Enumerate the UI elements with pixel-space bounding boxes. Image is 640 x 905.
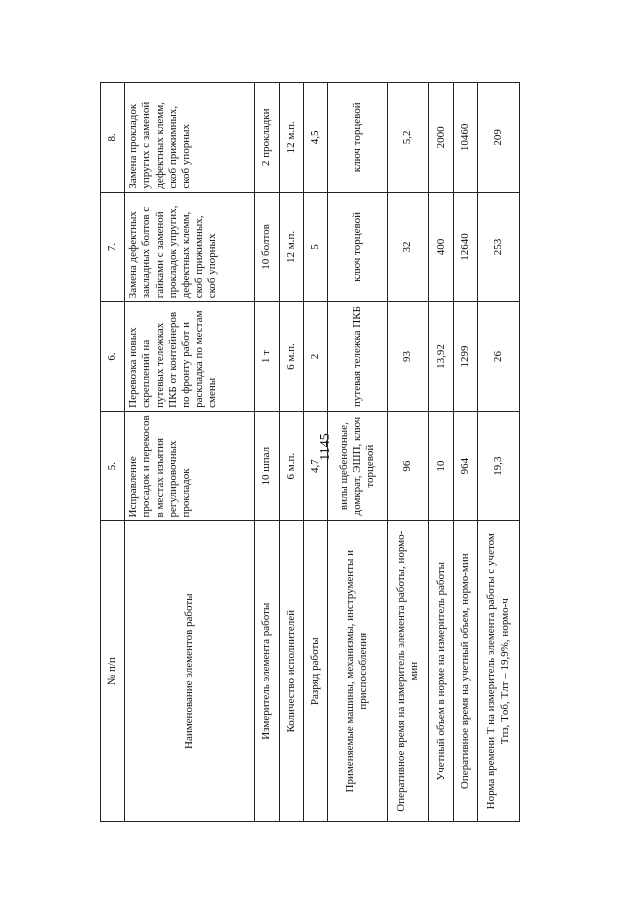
- table-row: [478, 83, 520, 822]
- table-cell: 5,2: [387, 83, 429, 193]
- table-row: [255, 83, 279, 822]
- table-cell: 2: [303, 302, 327, 412]
- page-number: 1145: [318, 433, 333, 461]
- table-cell: 5: [303, 192, 327, 302]
- table-cell: 12 м.п.: [279, 83, 303, 193]
- table-cell: 964: [453, 411, 477, 521]
- table-cell: 6.: [101, 302, 125, 412]
- table-cell: ключ торцевой: [328, 192, 388, 302]
- table-cell: вилы щебеночные, домкрат, ЭШП, ключ торцевой: [328, 411, 388, 521]
- table-cell: 32: [387, 192, 429, 302]
- table-cell: Исправление просадок и перекосов в местах изъятия регулировочных прокладок: [125, 411, 255, 521]
- table-cell: 400: [429, 192, 453, 302]
- table-row: [328, 83, 388, 822]
- table-cell: 19,3: [478, 411, 520, 521]
- table-cell: Перевозка новых скреплений на путевых тележках ПКБ от контейнеров по фронту работ и раскладка по местам смены: [125, 302, 255, 412]
- table-row: [279, 83, 303, 822]
- table-cell: 4,7: [303, 411, 327, 521]
- header-cell: Оперативное время на измеритель элемента работы, нормо-мин: [387, 521, 429, 822]
- table-cell: 13,92: [429, 302, 453, 412]
- table-cell: 2000: [429, 83, 453, 193]
- table-cell: 10 болтов: [255, 192, 279, 302]
- table-cell: 253: [478, 192, 520, 302]
- table-cell: путевая тележка ПКБ: [328, 302, 388, 412]
- header-cell: № п/п: [101, 521, 125, 822]
- table-row: [429, 83, 453, 822]
- table-cell: 2 прокладки: [255, 83, 279, 193]
- table-cell: 6 м.п.: [279, 411, 303, 521]
- table-cell: 12 м.п.: [279, 192, 303, 302]
- rotated-table-container: [100, 82, 520, 822]
- table-cell: 209: [478, 83, 520, 193]
- table-cell: 8.: [101, 83, 125, 193]
- table-row: [101, 83, 125, 822]
- table-cell: 6 м.п.: [279, 302, 303, 412]
- table-cell: 10460: [453, 83, 477, 193]
- header-cell: Оперативное время на учетный объем, нормо-мин: [453, 521, 477, 822]
- table-row: [453, 83, 477, 822]
- header-cell: Учетный объем в норме на измеритель работы: [429, 521, 453, 822]
- table-row: [387, 83, 429, 822]
- header-cell: Наименование элементов работы: [125, 521, 255, 822]
- rotated-table-frame: [100, 82, 520, 822]
- table-row: [303, 83, 327, 822]
- table-cell: Замена прокладок упругих с заменой дефектных клемм, скоб прижимных, скоб упорных: [125, 83, 255, 193]
- work-norms-table: [100, 82, 520, 822]
- table-cell: 1299: [453, 302, 477, 412]
- table-cell: 96: [387, 411, 429, 521]
- table-cell: 4,5: [303, 83, 327, 193]
- table-cell: ключ торцевой: [328, 83, 388, 193]
- header-cell: Измеритель элемента работы: [255, 521, 279, 822]
- table-cell: 1 т: [255, 302, 279, 412]
- table-cell: 7.: [101, 192, 125, 302]
- table-cell: 93: [387, 302, 429, 412]
- header-cell: Разряд работы: [303, 521, 327, 822]
- header-cell: Норма времени T на измеритель элемента работы с учетом Tпз, Tоб, Tлт – 19,9%, нормо-ч: [478, 521, 520, 822]
- table-cell: 12640: [453, 192, 477, 302]
- table-cell: 5.: [101, 411, 125, 521]
- table-cell: 10: [429, 411, 453, 521]
- table-cell: Замена дефектных закладных болтов с гайками с заменой прокладок упругих, дефектных клемм, скоб прижимных, скоб упорных: [125, 192, 255, 302]
- table-cell: 10 шпал: [255, 411, 279, 521]
- header-cell: Применяемые машины, механизмы, инструменты и приспособления: [328, 521, 388, 822]
- table-row: [125, 83, 255, 822]
- header-cell: Количество исполнителей: [279, 521, 303, 822]
- table-cell: 26: [478, 302, 520, 412]
